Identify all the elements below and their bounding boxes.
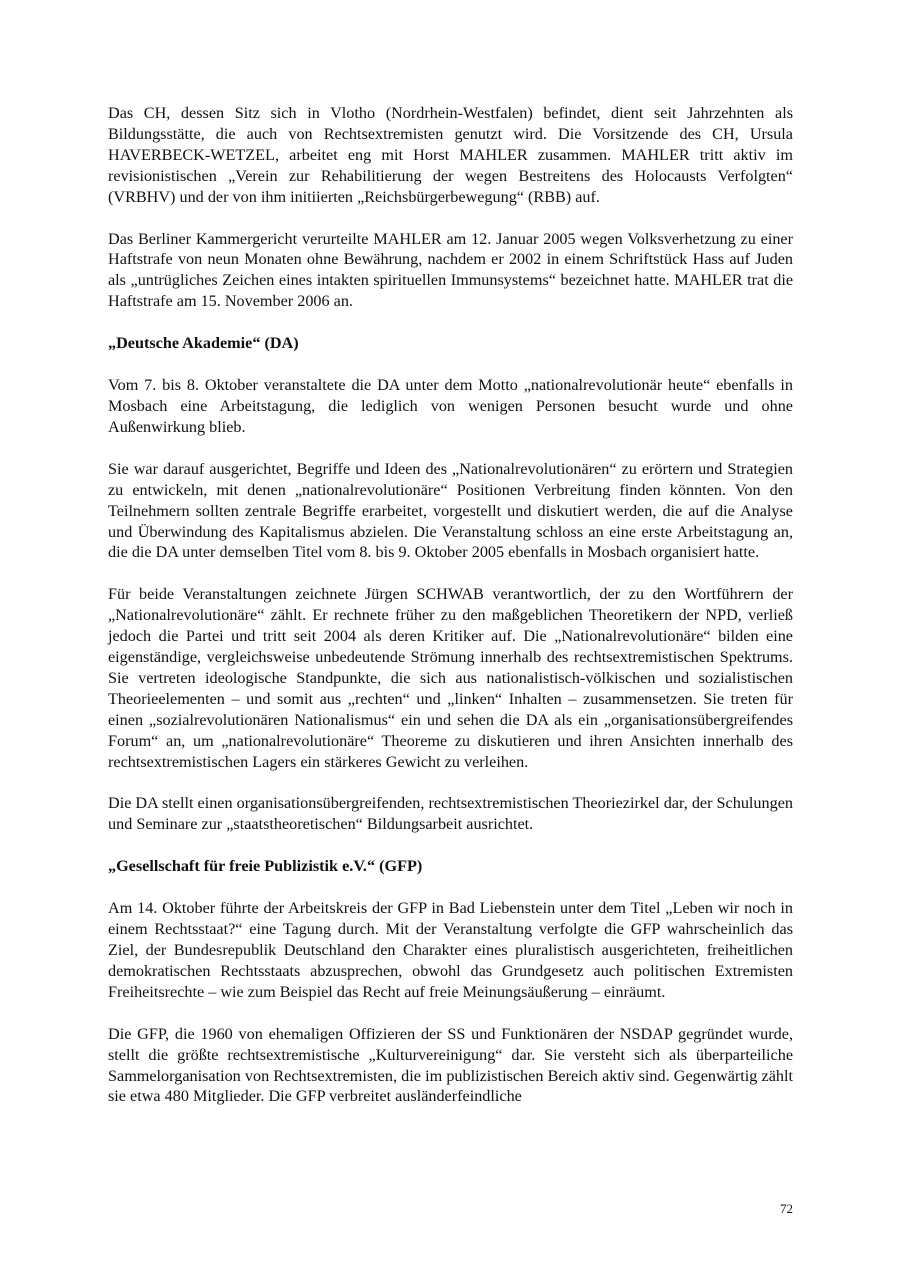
paragraph-ch-vlotho: Das CH, dessen Sitz sich in Vlotho (Nordrhein-Westfalen) befindet, dient seit Jahrzehnten als Bildungsstätte, die auch von Rechtsextremisten genutzt wird. Die Vorsitzende des CH, Ursula HAVERBECK-WETZEL, arbeitet eng mit Horst MAHLER zusammen. MAHLER tritt aktiv im revisionistischen „Verein zur Rehabilitierung der wegen Bestreitens des Holocausts Verfolgten“ (VRBHV) und der von ihm initiierten „Reichsbürgerbewegung“ (RBB) auf. (108, 104, 793, 206)
paragraph-mahler-verurteilung: Das Berliner Kammergericht verurteilte MAHLER am 12. Januar 2005 wegen Volksverhetzung zu einer Haftstrafe von neun Monaten ohne Bewährung, nachdem er 2002 in einem Schriftstück Hass auf Juden als „untrügliches Zeichen eines intakten spirituellen Immunsystems“ bezeichnet hatte. MAHLER trat die Haftstrafe am 15. November 2006 an. (108, 229, 793, 311)
paragraph-schwab: Für beide Veranstaltungen zeichnete Jürgen SCHWAB verantwortlich, der zu den Wortführern der „Nationalrevolutionäre“ zählt. Er rechnete früher zu den maßgeblichen Theoretikern der NPD, verließ jedoch die Partei und tritt seit 2004 als deren Kritiker auf. Die „Nationalrevolutionäre“ bilden eine eigenständige, vergleichsweise unbedeutende Strömung innerhalb des rechtsextremistischen Spektrums. Sie vertreten ideologische Standpunkte, die sich aus nationalistisch-völkischen und sozialistischen Theorieelementen – und somit aus „rechten“ und „linken“ Inhalten – zusammensetzen. Sie treten für einen „sozialrevolutionären Nationalismus“ ein und sehen die DA als ein „organisationsübergreifendes Forum“ an, um „nationalrevolutionäre“ Theoreme zu diskutieren und ihren Ansichten innerhalb des rechtsextremistischen Lagers ein stärkeres Gewicht zu verleihen. (108, 585, 793, 771)
paragraph-da-arbeitstagung: Vom 7. bis 8. Oktober veranstaltete die DA unter dem Motto „nationalrevolutionär heute“ ebenfalls in Mosbach eine Arbeitstagung, die lediglich von wenigen Personen besucht wurde und ohne Außenwirkung blieb. (108, 376, 793, 436)
document-page (108, 103, 793, 1128)
paragraph-da-theoriezirkel: Die DA stellt einen organisationsübergreifenden, rechtsextremistischen Theoriezirkel dar, der Schulungen und Seminare zur „staatstheoretischen“ Bildungsarbeit ausrichtet. (108, 794, 793, 834)
page-number: 72 (780, 1201, 793, 1216)
paragraph-da-ziele: Sie war darauf ausgerichtet, Begriffe und Ideen des „Nationalrevolutionären“ zu erörtern und Strategien zu entwickeln, mit denen „nationalrevolutionäre“ Positionen Verbreitung finden könnten. Von den Teilnehmern sollten zentrale Begriffe erarbeitet, vorgestellt und diskutiert werden, die auf die Analyse und Überwindung des Kapitalismus abzielen. Die Veranstaltung schloss an eine erste Arbeitstagung an, die die DA unter demselben Titel vom 8. bis 9. Oktober 2005 ebenfalls in Mosbach organisiert hatte. (108, 459, 793, 562)
paragraph-gfp-tagung: Am 14. Oktober führte der Arbeitskreis der GFP in Bad Liebenstein unter dem Titel „Leben wir noch in einem Rechtsstaat?“ eine Tagung durch. Mit der Veranstaltung verfolgte die GFP wahrscheinlich das Ziel, der Bundesrepublik Deutschland den Charakter eines pluralistisch ausgerichteten, freiheitlichen demokratischen Rechtsstaats abzusprechen, obwohl das Grundgesetz auch politischen Extremisten Freiheitsrechte – wie zum Beispiel das Recht auf freie Meinungsäußerung – einräumt. (108, 899, 793, 1001)
paragraph-gfp-geschichte: Die GFP, die 1960 von ehemaligen Offizieren der SS und Funktionären der NSDAP gegründet wurde, stellt die größte rechtsextremistische „Kulturvereinigung“ dar. Sie versteht sich als überparteiliche Sammelorganisation von Rechtsextremisten, die im publizistischen Bereich aktiv sind. Gegenwärtig zählt sie etwa 480 Mitglieder. Die GFP verbreitet ausländerfeindliche (108, 1024, 793, 1106)
heading-gfp: „Gesellschaft für freie Publizistik e.V.“ (GFP) (108, 857, 423, 876)
heading-deutsche-akademie: „Deutsche Akademie“ (DA) (108, 334, 299, 353)
